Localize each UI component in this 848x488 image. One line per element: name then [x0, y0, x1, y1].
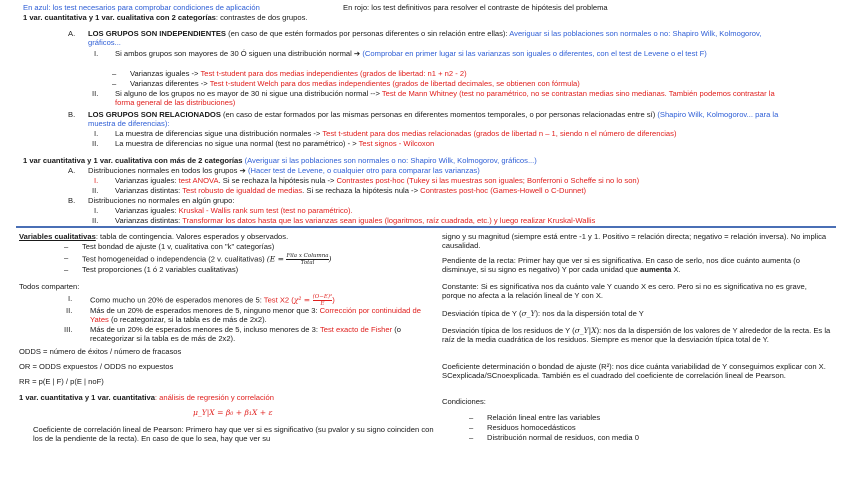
- p2-text: Pendiente de la recta: Primer hay que ver si es significativa. En caso de serlo, nos dice cuánto aumenta (o disminuye, si su signo es negativo) Y por cada unidad que: [442, 256, 800, 274]
- cond3-dash: –: [469, 433, 474, 442]
- desv-tipica-y: [442, 309, 644, 318]
- c1-close: ): [332, 295, 335, 305]
- rr-def: RR = p(E | F) / p(E | noF): [19, 377, 104, 386]
- s1-AII-text: Si alguno de los grupos no es mayor de 30 ni sigue una distribución normal -->: [115, 89, 382, 98]
- s1-dash1-red: Test t-student para dos medias independientes (grados de libertad: n1 + n2 - 2): [200, 69, 467, 78]
- legend-blue: En azul: los test necesarios para comprobar condiciones de aplicación: [23, 3, 260, 12]
- s1-AI-blue: (Comprobar en primer lugar si las varianzas son iguales o diferentes, con el test de Levene o el test F): [362, 49, 707, 58]
- t2-dash: –: [64, 253, 69, 262]
- cond-homocedasticidad: Residuos homocedásticos: [487, 423, 576, 432]
- c3-marker: III.: [64, 325, 73, 334]
- c1-num: (O−E)²: [312, 294, 333, 300]
- vc-heading: [19, 232, 288, 241]
- todos-comparten: Todos comparten:: [19, 282, 80, 291]
- section3-title: [19, 393, 274, 402]
- s1-dash2-marker: –: [112, 79, 117, 88]
- s2-B-text: Distribuciones no normales en algún grupo:: [88, 196, 235, 205]
- s2-AI-text: Varianzas iguales:: [115, 176, 179, 185]
- p2-end: X.: [671, 265, 681, 274]
- s1-AII-red: Test de Mann Whitney (test no paramétrico, no se contrastan medias sino medianas. También podemos contrastar la forma general de las distribuciones): [115, 89, 775, 107]
- s3-red: : análisis de regresión y correlación: [154, 393, 274, 402]
- s1-BI-text: La muestra de diferencias sigue una distribución normales ->: [115, 129, 323, 138]
- s1-A-paragraph: [88, 29, 788, 47]
- s1-AI-text: Si ambos grupos son mayores de 30 Ó siguen una distribución normal ➔: [115, 49, 363, 58]
- s1-B-marker: B.: [68, 110, 76, 119]
- s1-AI-marker: I.: [94, 49, 99, 58]
- c3-red: Test exacto de Fisher: [319, 325, 393, 334]
- cond-linealidad: Relación lineal entre las variables: [487, 413, 601, 422]
- vc-head: Variables cualitativas: [19, 232, 96, 241]
- c1-den: E: [320, 301, 325, 307]
- s1-B-blue: (Shapiro Wilk, Kolmogorov... para la muestra de diferencias):: [88, 110, 779, 128]
- s1-A-blue: Averiguar si las poblaciones son normales o no: Shapiro Wilk, Kolmogorov, gráficos...: [88, 29, 762, 47]
- s2-BI-red: Kruskal - Wallis rank sum test (test no paramétrico).: [178, 206, 353, 215]
- s3-head: 1 var. cuantitativa y 1 var. cuantitativa: [19, 393, 155, 402]
- s2-AI-red: test ANOVA: [178, 176, 219, 185]
- section1-title: [23, 13, 308, 22]
- cond-normalidad: Distribución normal de residuos, con media 0: [487, 433, 639, 442]
- s2-A-marker: A.: [68, 166, 76, 175]
- s2-AI-red2: Contrastes post-hoc (Tukey si las muestras son iguales; Bonferroni o Scheffe si no lo son): [336, 176, 640, 185]
- s1-B-head: LOS GRUPOS SON RELACIONADOS: [88, 110, 221, 119]
- p4-pre: Desviación típica de Y (: [442, 309, 522, 318]
- c2-marker: II.: [66, 306, 73, 315]
- section2-title: [23, 156, 537, 165]
- coef-determinacion: Coeficiente determinación o bondad de ajuste (R²): nos dice cuánta variabilidad de Y conseguimos explicar con X. SCexplicada/SCnoexplicada. También es el cuadrado del coeficiente de correlación lineal de Pearson.: [442, 362, 826, 380]
- s2-B-marker: B.: [68, 196, 76, 205]
- c1-formula: χ² =: [293, 295, 313, 305]
- s2-BII-marker: II.: [92, 216, 99, 225]
- p5-sym: σ_Y|X: [574, 326, 597, 335]
- coef-pearson: Coeficiente de correlación lineal de Pearson: Primero hay que ver si es significativo (su pvalor y su signo coinciden con los de la pendiente de la recta). En caso de que lo sea, hay que ver su: [33, 425, 434, 443]
- section2-title-bold: 1 var cuantitativa y 1 var. cualitativa con más de 2 categorías: [23, 156, 243, 165]
- s2-A-blue: (Hacer test de Levene, o cualquier otro para comparar las varianzas): [248, 166, 480, 175]
- pendiente: [442, 256, 832, 274]
- s2-BII-red: Transformar los datos hasta que las varianzas sean iguales (logaritmos, raíz cuadrada, etc.) y luego realizar Kruskal-Wallis: [182, 216, 596, 225]
- s2-BI-text: Varianzas iguales:: [115, 206, 179, 215]
- s2-BI: [115, 206, 353, 215]
- section2-title-blue: (Averiguar si las poblaciones son normales o no: Shapiro Wilk, Kolmogorov, gráficos...): [242, 156, 537, 165]
- p2-bold: aumenta: [640, 265, 672, 274]
- s1-dash1-marker: –: [112, 69, 117, 78]
- regression-formula: μ_Y|X = β₀ + β₁X + ε: [193, 408, 273, 417]
- p5-pre: Desviación típica de los residuos de Y (: [442, 326, 575, 335]
- cond-fisher: [90, 325, 430, 343]
- s1-dash1-text: Varianzas iguales ->: [130, 69, 201, 78]
- cond2-dash: –: [469, 423, 474, 432]
- pearson-continued: signo y su magnitud (siempre está entre -1 y 1. Positivo = relación directa; negativo = relación inversa). No implica causalidad.: [442, 232, 827, 250]
- t1-dash: –: [64, 242, 69, 251]
- c1-text: Como mucho un 20% de esperados menores de 5:: [90, 295, 264, 305]
- test-bondad: Test bondad de ajuste (1 v, cualitativa con "k" categorías): [82, 242, 275, 251]
- s1-dash2-text: Varianzas diferentes ->: [130, 79, 210, 88]
- cond-yates: [90, 306, 430, 324]
- s1-BII-text: La muestra de diferencias no sigue una normal (test no paramétrico) - >: [115, 139, 359, 148]
- s1-BII: [115, 139, 434, 148]
- s2-AII-red2: Contrastes post-hoc (Games-Howell o C-Dunnet): [420, 186, 586, 195]
- c1-marker: I.: [68, 294, 73, 303]
- cond1-dash: –: [469, 413, 474, 422]
- s1-BII-red: Test signos - Wilcoxon: [358, 139, 435, 148]
- t3-dash: –: [64, 265, 69, 274]
- t2-text: Test homogeneidad o independencia (2 v. cualitativas): [82, 254, 267, 264]
- s2-AII-mid: . Si se rechaza la hipótesis nula ->: [302, 186, 421, 195]
- s1-BI-red: Test t-student para dos medias relacionadas (grados de libertad n – 1, siendo n el número de diferencias): [322, 129, 677, 138]
- c3-rest: (o recategorizar si la tabla es de más de 2x2).: [90, 325, 401, 343]
- s1-B-mid: (en caso de estar formados por las mismas personas en diferentes momentos temporales, o por personas relacionadas entre sí): [220, 110, 658, 119]
- s1-BI-marker: I.: [94, 129, 99, 138]
- t2-num: Fila x Columna: [286, 253, 329, 259]
- s1-AII-marker: II.: [92, 89, 99, 98]
- s1-BII-marker: II.: [92, 139, 99, 148]
- s2-BII-text: Varianzas distintas:: [115, 216, 183, 225]
- s1-BI: [115, 129, 677, 138]
- s2-AI-marker: I.: [94, 176, 99, 185]
- section1-title-bold: 1 var. cuantitativa y 1 var. cualitativa con 2 categorías: [23, 13, 216, 22]
- desv-tipica-residuos: [442, 326, 837, 344]
- s2-A-text: Distribuciones normales en todos los grupos ➔: [88, 166, 249, 175]
- c1-red: Test X2 (: [263, 295, 294, 305]
- odds-def: ODDS = número de éxitos / número de fracasos: [19, 347, 182, 356]
- s2-BI-marker: I.: [94, 206, 99, 215]
- s1-dash1: [130, 69, 467, 78]
- p5-post: ): nos da la dispersión de los valores de Y alrededor de la recta. Es la raíz de la media cuadrática de los residuos. Siempre es menor que la desviación típica total de Y.: [442, 326, 831, 344]
- p4-post: ): nos da la dispersión total de Y: [535, 309, 644, 318]
- s1-dash2: [130, 79, 580, 88]
- s2-A: [88, 166, 480, 175]
- s2-AI-mid: . Si se rechaza la hipótesis nula ->: [218, 176, 337, 185]
- test-proporciones: Test proporciones (1 ó 2 variables cualitativas): [82, 265, 239, 274]
- section1-title-rest: : contrastes de dos grupos.: [215, 13, 308, 22]
- t2-den: Total: [300, 260, 315, 266]
- t2-fraction: [286, 253, 328, 266]
- section-divider: [16, 226, 836, 228]
- s1-AII-paragraph: [115, 89, 795, 107]
- s2-BII: [115, 216, 595, 225]
- s2-AII-marker: II.: [92, 186, 99, 195]
- s1-B-paragraph: [88, 110, 788, 128]
- vc-rest: : tabla de contingencia. Valores esperados y observados.: [95, 232, 289, 241]
- legend-red: En rojo: los test definitivos para resolver el contraste de hipótesis del problema: [343, 3, 608, 12]
- s2-AII-red: Test robusto de igualdad de medias: [182, 186, 303, 195]
- t2-close: ): [328, 254, 332, 264]
- s1-A-marker: A.: [68, 29, 76, 38]
- constante: Constante: Si es significativa nos da cuánto vale Y cuando X es cero. Pero si no es significativa no es grave, porque no afecta a la relación lineal de Y con X.: [442, 282, 807, 300]
- s1-AI-paragraph: [115, 49, 791, 58]
- c2-rest: (o recategorizar, si la tabla es de más de 2x2).: [108, 315, 267, 324]
- s1-A-head: LOS GRUPOS SON INDEPENDIENTES: [88, 29, 226, 38]
- s2-AII-text: Varianzas distintas:: [115, 186, 183, 195]
- s2-AII: [115, 186, 586, 195]
- or-def: OR = ODDS expuestos / ODDS no expuestos: [19, 362, 174, 371]
- c2-red: Corrección por continuidad de Yates: [90, 306, 421, 324]
- condiciones-title: Condiciones:: [442, 397, 486, 406]
- s1-A-mid: (en caso de que estén formados por personas diferentes o sin relación entre ellas):: [225, 29, 510, 38]
- p4-sym: σ_Y: [521, 309, 536, 318]
- c2-text: Más de un 20% de esperados menores de 5, ninguno menor que 3:: [90, 306, 320, 315]
- s2-AI: [115, 176, 639, 185]
- s1-dash2-red: Test t-student Welch para dos medias independientes (grados de libertad decimales, se obtienen con fórmula): [209, 79, 580, 88]
- c3-text: Más de un 20% de esperados menores de 5, incluso menores de 3:: [90, 325, 320, 334]
- t2-formula-lhs: (E =: [266, 254, 287, 264]
